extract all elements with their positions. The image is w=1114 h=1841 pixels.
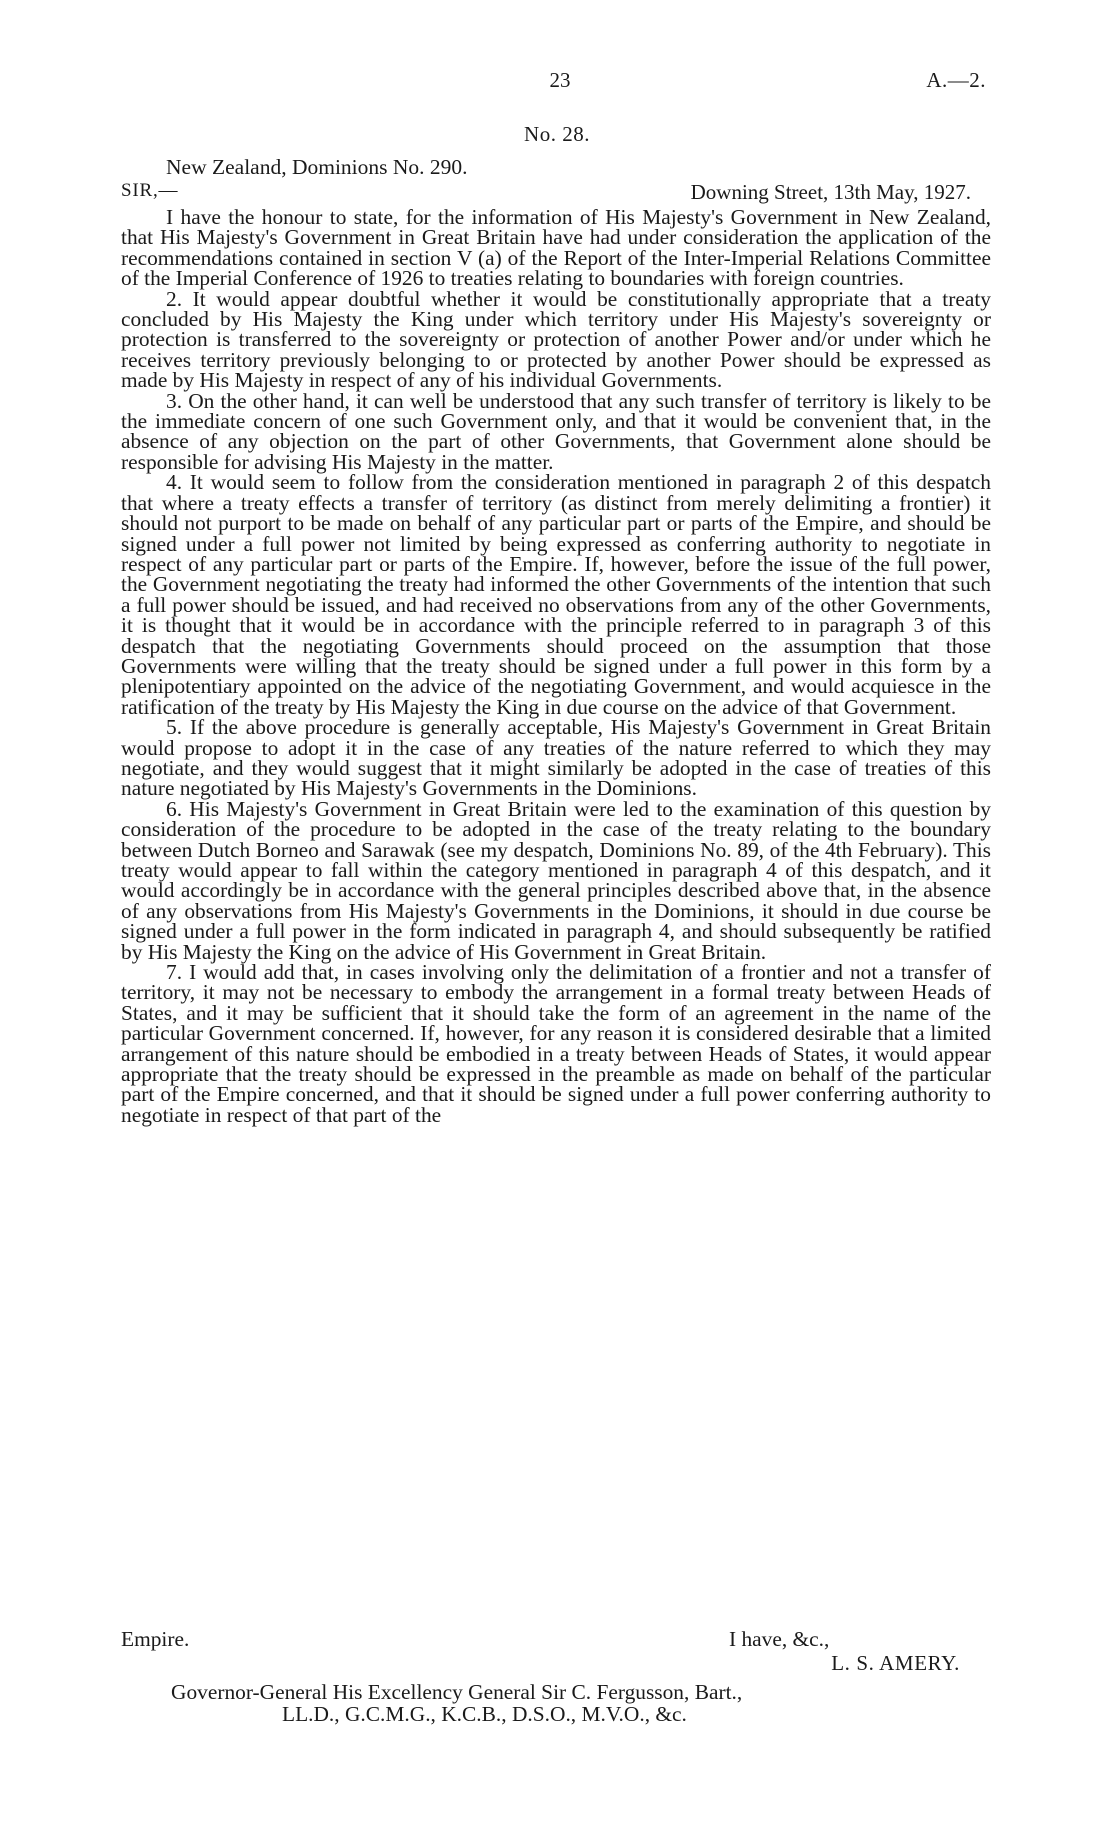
paragraph-2: 2. It would appear doubtful whether it would be constitutionally appropriate that a treaty concluded by His Majesty the King under which territory under His Majesty's sovereignty or protection is transferred to the sovereignty or protection of another Power and/or under which he receives territory previously belonging to or protected by another Power should be expressed as made by His Majesty in respect of any of his individual Governments. (121, 286, 991, 393)
page-number: 23 (549, 68, 571, 92)
paragraph-5: 5. If the above procedure is generally acceptable, His Majesty's Government in Great Britain would propose to adopt it in the case of any treaties of the nature referred to which they may negotiate, and they would suggest that it might similarly be adopted in the case of treaties of this nature negotiated by His Majesty's Governments in the Dominions. (121, 715, 991, 801)
paper-reference: A.—2. (926, 68, 986, 92)
addressee-line-1: Governor-General His Excellency General Sir C. Fergusson, Bart., (171, 1680, 743, 1704)
paragraph-4: 4. It would seem to follow from the consideration mentioned in paragraph 2 of this despatch that where a treaty effects a transfer of territory (as distinct from merely delimiting a frontier) it should not purport to be made on behalf of any particular part or parts of the Empire, and should be signed under a full power not limited by being expressed as conferring authority to negotiate in respect of any particular part or parts of the Empire. If, however, before the issue of the full power, the Government negotiating the treaty had informed the other Governments of the intention that such a full power should be issued, and had received no observations from any of the other Governments, it is thought that it would be in accordance with the principle referred to in paragraph 3 of this despatch that the negotiating Governments should proceed on the assumption that those Governments were willing that the treaty should be signed under a full power in this form by a plenipotentiary appointed on the advice of the negotiating Government, and would acquiesce in the ratification of the treaty by His Majesty the King in due course on the advice of that Government. (121, 470, 991, 719)
paragraph-6: 6. His Majesty's Government in Great Britain were led to the examination of this question by consideration of the procedure to be adopted in the case of the treaty relating to the boundary between Dutch Borneo and Sarawak (see my despatch, Dominions No. 89, of the 4th February). This treaty would appear to fall within the category mentioned in paragraph 4 of this despatch, and it would accordingly be in accordance with the general principles described above that, in the absence of any observations from His Majesty's Governments in the Dominions, it should in due course be signed under a full power in the form indicated in paragraph 4, and should subsequently be ratified by His Majesty the King on the advice of His Government in Great Britain. (121, 796, 991, 964)
addressee-line-2: LL.D., G.C.M.G., K.C.B., D.S.O., M.V.O., &c. (282, 1702, 687, 1726)
paragraph-1: I have the honour to state, for the information of His Majesty's Government in New Zealand, that His Majesty's Government in Great Britain have had under consideration the application of the recommendations contained in section V (a) of the Report of the Inter-Imperial Relations Committee of the Imperial Conference of 1926 to treaties relating to boundaries with foreign countries. (121, 205, 991, 291)
closing: I have, &c., (729, 1627, 830, 1651)
address-date: Downing Street, 13th May, 1927. (690, 180, 971, 204)
paragraph-7: 7. I would add that, in cases involving only the delimitation of a frontier and not a transfer of territory, it may not be necessary to embody the arrangement in a formal treaty between Heads of States, and it may be sufficient that it should take the form of an agreement in the name of the particular Government concerned. If, however, for any reason it is considered desirable that a limited arrangement of this nature should be embodied in a treaty between Heads of States, it would appear appropriate that the treaty should be expressed in the preamble as made on behalf of the particular part of the Empire concerned, and that it should be signed under a full power conferring authority to negotiate in respect of that part of the (121, 960, 991, 1127)
dispatch-reference: New Zealand, Dominions No. 290. (166, 155, 468, 179)
document-number: No. 28. (524, 122, 590, 146)
paragraph-3: 3. On the other hand, it can well be understood that any such transfer of territory is likely to be the immediate concern of one such Government only, and that it would be convenient that, in the absence of any objection on the part of other Governments, that Government alone should be responsible for advising His Majesty in the matter. (121, 388, 991, 474)
salutation: SIR,— (121, 180, 179, 201)
letter-body (121, 207, 991, 1125)
paragraph-7-final-word: Empire. (121, 1627, 190, 1651)
signature: L. S. AMERY. (831, 1651, 960, 1675)
